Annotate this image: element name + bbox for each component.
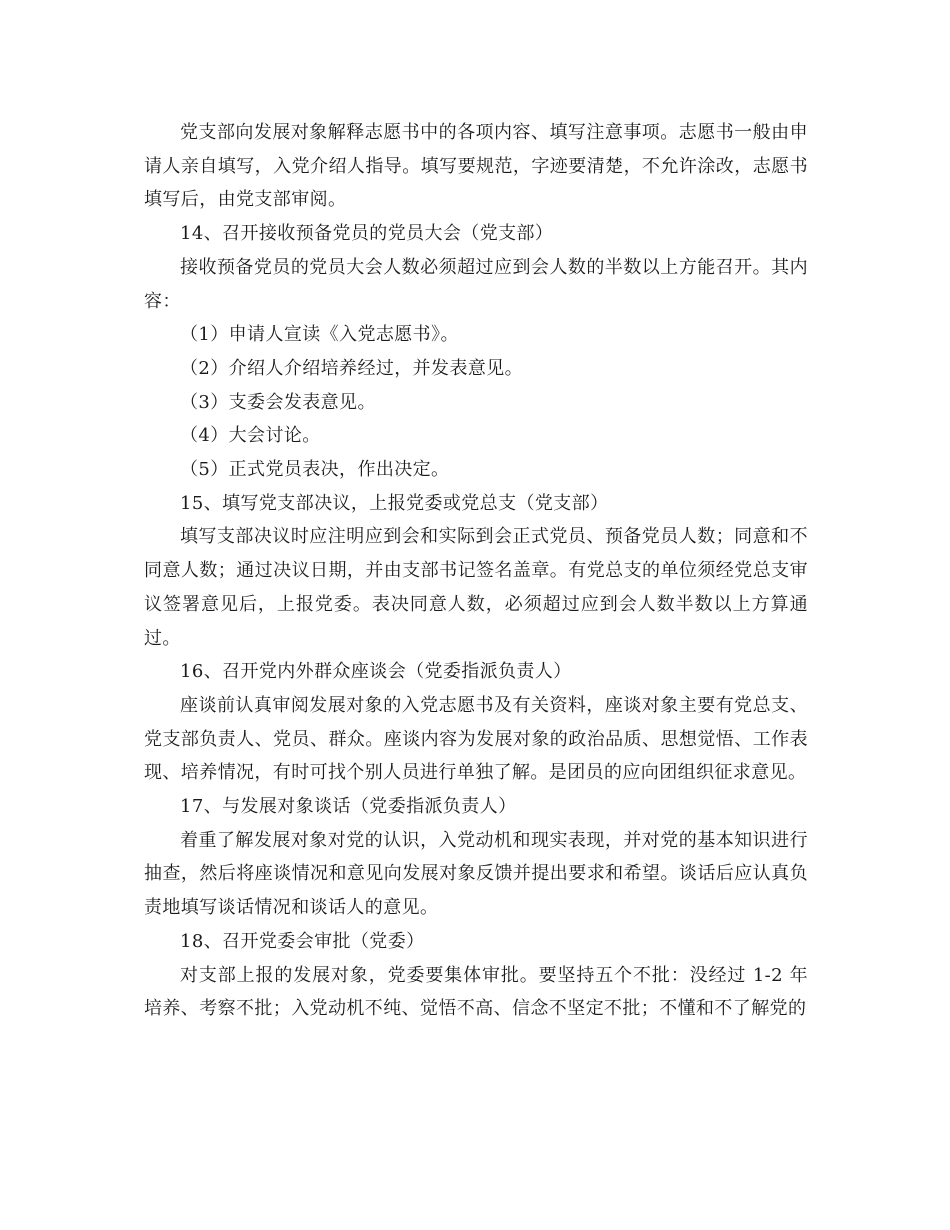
list-item-2: （2）介绍人介绍培养经过，并发表意见。: [180, 357, 524, 379]
paragraph-volunteer-form: 党支部向发展对象解释志愿书中的各项内容、填写注意事项。志愿书一般由申请人亲自填写，入党介绍人指导。填写要规范，字迹要清楚，不允许涂改，志愿书填写后，由党支部审阅。: [144, 122, 808, 211]
list-item-4: （4）大会讨论。: [180, 425, 321, 447]
list-item-1: （1）申请人宣读《入党志愿书》。: [180, 324, 459, 346]
paragraph-meeting-quorum: 接收预备党员的党员大会人数必须超过应到会人数的半数以上方能召开。其内容：: [144, 256, 808, 312]
paragraph-interview: 着重了解发展对象对党的认识，入党动机和现实表现，并对党的基本知识进行抽查，然后将座谈情况和意见向发展对象反馈并提出要求和希望。谈话后应认真负责地填写谈话情况和谈话人的意见。: [144, 829, 808, 919]
section-heading-14: 14、召开接收预备党员的党员大会（党支部）: [180, 223, 554, 245]
list-item-5: （5）正式党员表决，作出决定。: [180, 459, 450, 481]
document-body: [144, 116, 808, 1026]
section-heading-16: 16、召开党内外群众座谈会（党委指派负责人）: [180, 661, 572, 683]
section-heading-18: 18、召开党委会审批（党委）: [180, 930, 425, 952]
paragraph-symposium: 座谈前认真审阅发展对象的入党志愿书及有关资料，座谈对象主要有党总支、党支部负责人、党员、群众。座谈内容为发展对象的政治品质、思想觉悟、工作表现、培养情况，有时可找个别人员进行单独了解。是团员的应向团组织征求意见。: [144, 694, 808, 784]
section-heading-17: 17、与发展对象谈话（党委指派负责人）: [180, 796, 517, 818]
list-item-3: （3）支委会发表意见。: [180, 391, 376, 413]
section-heading-15: 15、填写党支部决议，上报党委或党总支（党支部）: [180, 492, 609, 514]
paragraph-branch-resolution: 填写支部决议时应注明应到会和实际到会正式党员、预备党员人数；同意和不同意人数；通过决议日期，并由支部书记签名盖章。有党总支的单位须经党总支审议签署意见后，上报党委。表决同意人数，必须超过应到会人数半数以上方算通过。: [144, 526, 808, 649]
paragraph-committee-approval: 对支部上报的发展对象，党委要集体审批。要坚持五个不批：没经过 1-2 年培养、考察不批；入党动机不纯、觉悟不高、信念不坚定不批；不懂和不了解党的: [144, 964, 808, 1020]
